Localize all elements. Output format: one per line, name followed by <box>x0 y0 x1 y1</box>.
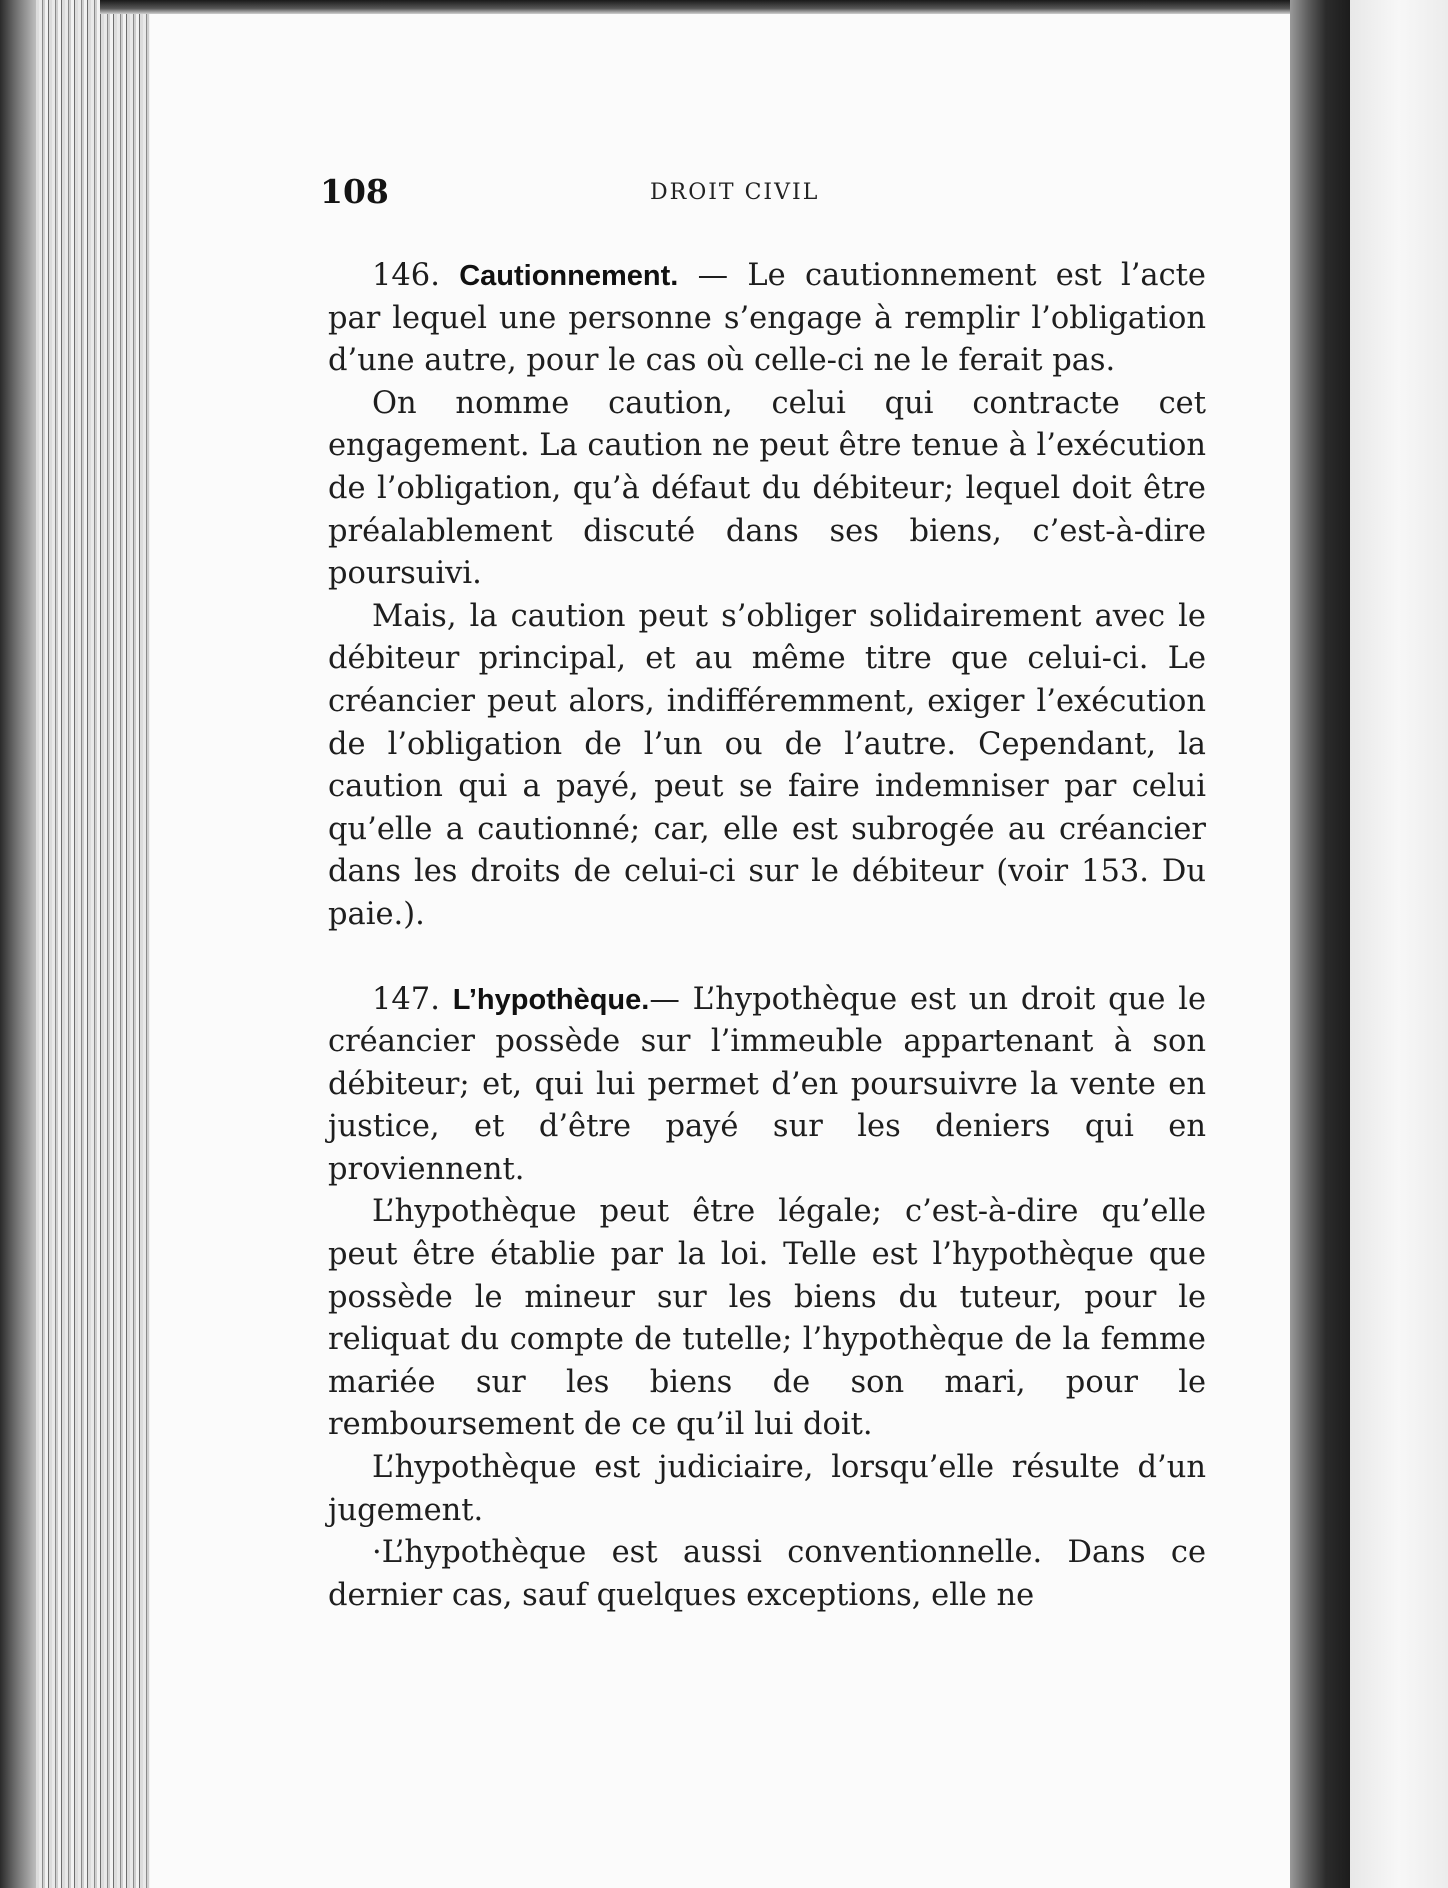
paragraph: L’hypothèque est judiciaire, lorsqu’elle résulte d’un jugement. <box>328 1450 1206 1528</box>
section-title: L’hypothèque. <box>452 983 650 1016</box>
facing-page-edge <box>1350 0 1448 1888</box>
section-147-paragraph <box>328 979 1206 1192</box>
page-body <box>328 255 1206 1617</box>
book-binding-right <box>1290 0 1350 1888</box>
paragraph: L’hypothèque peut être légale; c’est-à-dire qu’elle peut être établie par la loi. Telle est l’hypothèque que possède le mineur sur les biens du tuteur, pour le reliquat du compte de tutelle; l’hypothèque de la femme mariée sur les biens de son mari, pour le remboursement de ce qu’il lui doit. <box>328 1194 1206 1443</box>
section-number: 146. <box>372 258 440 293</box>
page-number: 108 <box>320 172 389 211</box>
paragraph-text: — L’hypothèque est un droit que le créancier possède sur l’immeuble appartenant à son débiteur; et, qui lui permet d’en poursuivre la vente en justice, et d’être payé sur les deniers qui en proviennent. <box>328 981 1207 1187</box>
page-header <box>320 172 1200 222</box>
section-number: 147. <box>372 981 440 1017</box>
section-146-paragraph <box>328 255 1206 383</box>
paragraph-text: — Le cautionnement est l’acte par lequel une personne s’engage à remplir l’obligation d’une autre, pour le cas où celle-ci ne le ferait pas. <box>328 258 1206 379</box>
book-shadow-left <box>0 0 36 1888</box>
book-top-border <box>100 0 1290 14</box>
section-title: Cautionnement. <box>459 260 679 292</box>
running-head: DROIT CIVIL <box>650 180 820 205</box>
paragraph: On nomme caution, celui qui contracte cet engagement. La caution ne peut être tenue à l’exécution de l’obligation, qu’à défaut du débiteur; lequel doit être préalablement discuté dans ses biens, c’est-à-dire poursuivi. <box>328 385 1206 592</box>
paragraph: Mais, la caution peut s’obliger solidairement avec le débiteur principal, et au même titre que celui-ci. Le créancier peut alors, indifféremment, exiger l’exécution de l’obligation de l’un ou de l’autre. Cependant, la caution qui a payé, peut se faire indemniser par celui qu’elle a cautionné; car, elle est subrogée au créancier dans les droits de celui-ci sur le débiteur (voir 153. Du paie.). <box>328 598 1206 932</box>
paragraph: ·L’hypothèque est aussi conventionnelle. Dans ce dernier cas, sauf quelques exceptions, elle ne <box>328 1535 1206 1613</box>
